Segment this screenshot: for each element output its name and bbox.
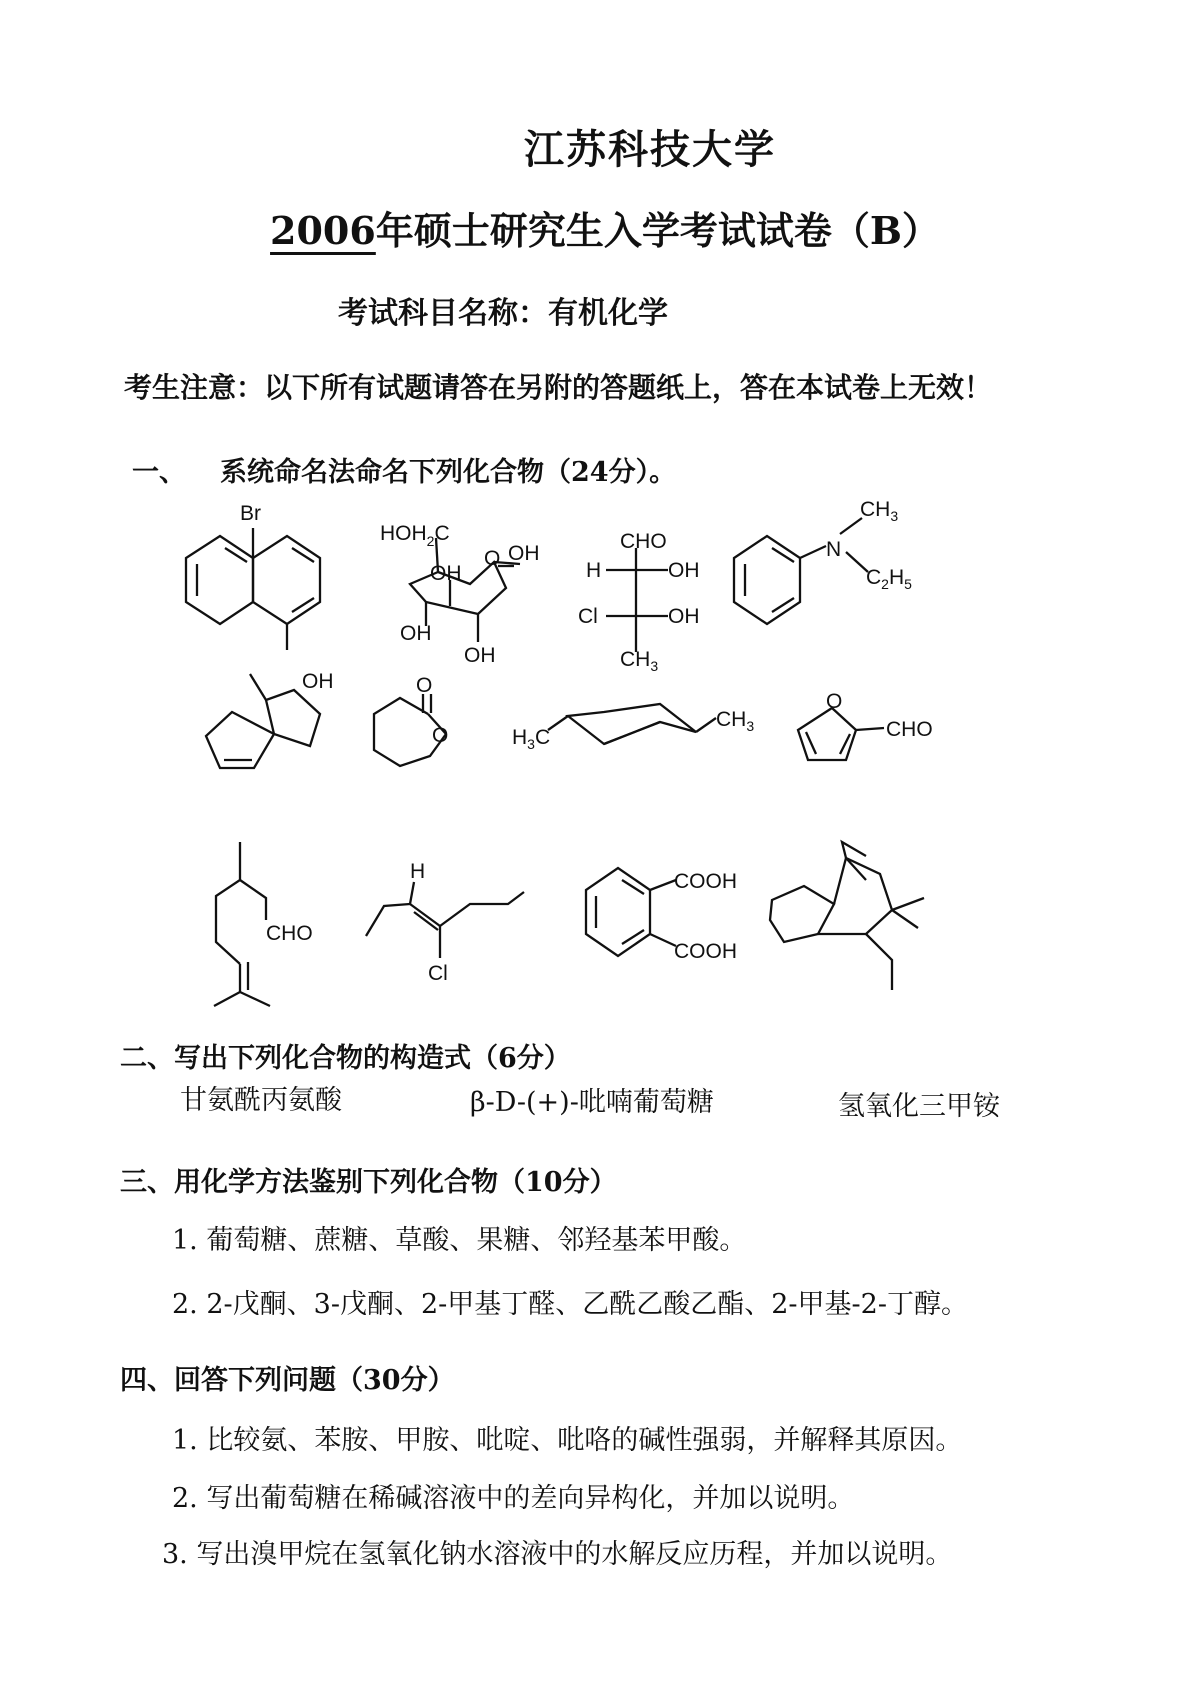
structure-bromonaphthol <box>186 502 334 693</box>
label-h-alkene: H <box>410 860 426 883</box>
subject-name: 有机化学 <box>548 296 668 331</box>
label-ring-o: O <box>484 547 501 570</box>
section4-item-1: 1. 比较氨、苯胺、甲胺、吡啶、吡咯的碱性强弱，并解释其原因。 <box>172 1425 963 1456</box>
section3-item-1: 1. 葡萄糖、蔗糖、草酸、果糖、邻羟基苯甲酸。 <box>172 1225 747 1256</box>
section1-number: 一、 <box>132 457 186 488</box>
exam-year: 2006 <box>270 208 376 253</box>
section2-item-1: 甘氨酰丙氨酸 <box>180 1085 342 1116</box>
subject-label: 考试科目名称： <box>338 296 548 331</box>
label-oh-c3: OH <box>400 622 432 645</box>
exam-title-text: 年硕士研究生入学考试试卷（B） <box>375 208 940 253</box>
structure-tricyclic-terpene <box>770 842 924 990</box>
label-h-fischer: H <box>586 559 602 582</box>
candidate-notice: 考生注意：以下所有试题请答在另附的答题纸上，答在本试卷上无效！ <box>124 371 993 404</box>
label-ch3-n: $CH_3$ <box>860 498 899 524</box>
structure-phthalic-acid <box>586 868 737 963</box>
section3-item-2: 2. 2-戊酮、3-戊酮、2-甲基丁醛、乙酰乙酸乙酯、2-甲基-2-丁醇。 <box>172 1289 968 1320</box>
label-n: N <box>826 538 842 561</box>
naphthalene-ring-right <box>253 536 320 624</box>
label-furan-o: O <box>826 690 843 713</box>
label-cho-citronellal: CHO <box>266 922 313 945</box>
structure-fischer-projection <box>578 530 700 674</box>
label-h3c: $H_3C$ <box>512 726 551 752</box>
label-ch3-ring: $CH_3$ <box>716 708 755 734</box>
label-ring-o-lactone: O <box>432 724 449 747</box>
structure-n-ethyl-n-methylaniline <box>734 498 912 624</box>
label-oh-c4: OH <box>430 562 462 585</box>
section1-title: 系统命名法命名下列化合物（24分）。 <box>220 457 677 488</box>
section2-item-3: 氢氧化三甲铵 <box>838 1091 1000 1122</box>
structure-dimethylcyclohexane <box>512 704 754 752</box>
structure-glucopyranose <box>380 522 540 667</box>
label-oh-anomeric: OH <box>508 542 540 565</box>
label-c2h5: $C_2H_5$ <box>866 566 912 592</box>
label-cooh-top: COOH <box>674 870 737 893</box>
section2-item-2: β-D-(+)-吡喃葡萄糖 <box>470 1087 714 1118</box>
label-cho-furan: CHO <box>886 718 933 741</box>
label-oh-c2: OH <box>464 644 496 667</box>
structure-furfural <box>798 690 933 760</box>
section2-title: 二、写出下列化合物的构造式（6分） <box>120 1043 571 1074</box>
section4-item-2: 2. 写出葡萄糖在稀碱溶液中的差向异构化，并加以说明。 <box>172 1483 855 1514</box>
section4-item-3: 3. 写出溴甲烷在氢氧化钠水溶液中的水解反应历程，并加以说明。 <box>162 1539 953 1570</box>
structure-citronellal <box>214 842 313 1006</box>
label-br: Br <box>240 502 261 525</box>
label-cho-fischer: CHO <box>620 530 667 553</box>
label-carbonyl-o: O <box>416 674 433 697</box>
label-ch3-fischer: $CH_3$ <box>620 648 659 674</box>
section4-title: 四、回答下列问题（30分） <box>120 1365 455 1396</box>
label-cl-alkene: Cl <box>428 962 448 985</box>
label-oh-fischer-1: OH <box>668 559 700 582</box>
structure-chloroalkene <box>366 860 524 985</box>
spiro-ring-right <box>266 690 320 746</box>
label-oh-1: OH <box>302 670 334 693</box>
section3-title: 三、用化学方法鉴别下列化合物（10分） <box>120 1167 617 1198</box>
structure-valerolactone <box>374 674 448 766</box>
university-name: 江苏科技大学 <box>524 126 776 173</box>
label-hoh2c: $HOH_2C$ <box>380 522 450 549</box>
label-cooh-bottom: COOH <box>674 940 737 963</box>
label-oh-fischer-2: OH <box>668 605 700 628</box>
label-cl-fischer: Cl <box>578 605 598 628</box>
